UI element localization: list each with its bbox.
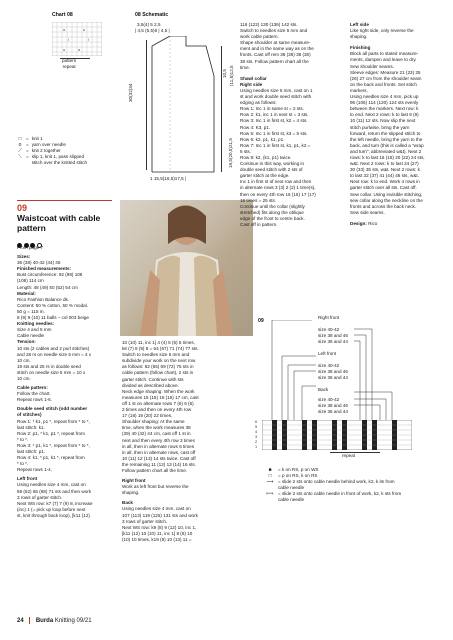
column-2 [122, 340, 232, 543]
left-side-text: Like right side, only reverse the shaping. [350, 28, 414, 40]
legend-yo-text: yarn over needle [31, 142, 66, 148]
schematic-bottom-dim: 1 15,5(16,5)17,5 | [150, 176, 187, 181]
needles-heading: Knitting needles: [17, 321, 55, 327]
chart09-row-numbers: 6 5 4 3 2 1 [255, 420, 258, 449]
cable-front-icon: ⟾ [266, 491, 274, 498]
yarn-over-icon: o [18, 142, 22, 149]
purl-rs-icon: □ [268, 473, 272, 480]
chart09-label: 09 [258, 318, 264, 324]
schematic-top-dims-2: | 4,5 (5,5)6 | 4,5 | [135, 28, 170, 33]
sizes-text: 36 (38) 40-42 (44) 46 [17, 260, 61, 266]
page-number: 24 [17, 618, 24, 625]
skp-icon: ⟍ [18, 154, 22, 161]
shawl-collar-heading: Shawl collar [240, 75, 267, 81]
left-front-heading: Left front [17, 476, 38, 482]
left-side-heading: Left side [350, 22, 369, 27]
legend08: □ = knit 1 o = yarn over needle ⟋ = knit 2 together ⟍ = slip 1, knit 1, pass slipped stitch over the knitted stitch [18, 136, 88, 166]
column-1 [17, 245, 117, 519]
svg-text:\: \ [88, 37, 90, 42]
measurements-heading: Finished measurements: [17, 266, 72, 272]
finishing-text: Block all parts to stated measure- ments, dampen and leave to dry. Sew shoulder seams. Sleeve edges: Measure 21 (23) 25 (26) 27 cm from the shoulder seam on the back and fronts. Set stitch markers. Using needles size 4 mm, pick up 96 (106) 114 (120) 124 sts evenly between the markers. Next row: k to end. Next 2 rows: k to last 8 (9) 10 (11) 12 sts. Now slip the next stitch purlwise, bring the yarn forward, return the slipped stitch to the left needle, bring the yarn to the back, and turn (this is called a "wrap and turn", abbreviated w&t). Next 2 rows: k to last 16 (18) 20 (22) 24 sts, w&t. Next 2 rows: k to last 24 (27) 30 (33) 35 sts, w&t. Next 2 rows: k to last 32 (37) 41 (44) 46 sts, w&t. Next row: k to end. Work 4 rows in garter stitch over all sts. Cast off. Sew collar. Using invisible stitching, sew collar along the neckline on the fronts and across the back neck. Sew side seams. [350, 51, 425, 215]
left-front-sizes: size 40-42 size 38 and 46 size 36 and 44 [318, 363, 348, 381]
knit-rs-icon: ■ [268, 467, 272, 473]
pattern-repeat-label: pattern repeat [62, 58, 77, 70]
k2tog-icon: ⟋ [18, 148, 22, 155]
waistcoat-photo [120, 200, 253, 336]
material-heading: Material: [17, 290, 36, 296]
legend-skp-text: slip 1, knit 1, pass slipped stitch over the knitted stitch [31, 154, 88, 166]
right-front-sizes: size 40-42 size 38 and 46 size 36 and 44 [318, 327, 348, 345]
right-side-text: Using needles size 5 mm, cast on 1 st and work double seed stitch with edging as follows: Row 1: Inc 1 in same st = 2 sts. Row 2: k1, inc 1 in next st = 3 sts. Row 3: Inc 1 in first st, k2 = 4 sts. Row 4: K3, p1. Row 5: Inc 1 in first st, k3 = 5 sts. Row 6: k2, p1, k1, p1. Row 7: Inc 1 in first st, k1, p1, k2 = 6 sts. Row 8: k2, (k1, p1) twice. Continue in this way, working in double seed stitch with 2 sts of garter stitch at the edge. Inc 1 in first st of next row and then in alternate rows 3 (3) 2 (2) 1 time(s), then on every 4th row 16 (16) 17 (17) 18 times = 25 sts. Continue until the collar (slightly stretched) fits along the oblique edge of the front to centre back. Cast off in pattern. [240, 87, 316, 227]
measurements-text: Bust circumference: 92 (98) 106 (108) 114 cm Length: 48 (49) 50 (52) 54 cm [17, 272, 83, 290]
back-label: Back [318, 387, 329, 392]
schematic-shape [150, 36, 218, 174]
right-front-heading: Right front [122, 478, 146, 484]
legend09-cable-front-text: = slide 2 sts onto cable needle in front of work, k2, k sts from cable needle [278, 491, 402, 503]
back-text: Using needles size 4 mm, cast on 107 (113) 119 (125) 131 sts and work 3 rows of garter stitch. Next WS row: k9 (8) 9 (12) 10, inc 1, [k11 (12) 10 (10) 11, inc 1] 8 (8) 10 (10) 10 times, k19 (9) 10 (13) 11 = [122, 506, 198, 542]
left-front-label: Left front [318, 351, 337, 356]
cable-back-icon: ⟿ [266, 479, 274, 486]
right-side-heading: Right side [240, 81, 263, 87]
design-label: Design: [350, 220, 369, 226]
schematic-left-dim: 30(32)34 [128, 83, 133, 102]
chart09-grid [262, 420, 412, 450]
chart09-repeat-label: repeat [342, 453, 356, 458]
back-cont-text: 116 (122) 130 (136) 142 sts. Switch to needles size 5 mm and work cable pattern. Shape shoulder at same measure- ment and in the same way as on the fronts. Cast off rem 36 (36) 38 (36) 38 sts. Follow pattern chart all the time. [240, 22, 314, 70]
schematic-right-dim-2: (11,5)12,5 [229, 65, 234, 86]
back-heading: Back [122, 500, 133, 506]
from-page: From page 7 [17, 245, 44, 250]
double-seed-heading: Double seed stitch (odd number of stitches) [17, 406, 88, 418]
needles-text: Size 4 and 5 mm Cable needle [17, 327, 52, 339]
brand-name: Burda [35, 618, 54, 625]
pattern-title: Waistcoat with cable pattern [17, 213, 101, 233]
svg-text:o: o [83, 27, 86, 32]
sizes-heading: Sizes: [17, 254, 31, 260]
chart08-title: Chart 08 [52, 12, 73, 18]
issue-label: Knitting 09/21 [54, 618, 92, 625]
left-front-cont-text: 10 (10) 11, inc 1] 4 (4) 5 (5) 5 times, k8 (7) 8 (9) 8 = 64 (67) 71 (74) 77 sts. Switch to needles size 5 mm and subdivide your work on the next row as follows: 62 (65) 69 (72) 75 sts in cable pattern (follow chart), 2 sts in garter stitch. Continue with sts divided as described above. Neck edge shaping: When the work measures 15 (15) 15 (16) 17 cm, cast off 1 st on alternate rows 7 (6) 6 (5) 2 times and then on every 4th row 17 (18) 19 (20) 22 times. Shoulder shaping: At the same time, when the work measures 38 (39) 40 (42) 44 cm, cast off 1 st in next and then every 4th row 3 times in all, then in alternate rows 6 times in all, then in alternate rows, cast off 10 (11) 12 (13) 14 sts twice. Cast off the remaining 11 (12) 13 (14) 16 sts. Follow pattern chart all the time. [122, 340, 199, 473]
svg-text:/: / [68, 37, 70, 42]
legend-knit-text: knit 1 [31, 136, 43, 141]
cable-pattern-text: Follow the chart. Repeat rows 1-6. [17, 391, 52, 403]
model-figure [120, 200, 253, 336]
knit-symbol-icon: □ [18, 136, 22, 142]
legend09-cable-back-text: = slide 2 sts onto cable needle behind work, k2, k its from cable needle [278, 479, 395, 491]
chart08-grid [52, 22, 102, 56]
designer-name: Rico [368, 220, 378, 226]
schematic-right-dim-1: 10,5 [222, 69, 227, 78]
finishing-heading: Finishing [350, 45, 371, 51]
svg-text:o: o [63, 27, 66, 32]
back-sizes: size 40-42 size 38 and 46 size 36 and 44 [318, 397, 348, 415]
column-4 [350, 22, 450, 227]
section-divider [17, 200, 112, 201]
tension-text: 10 sts (2 cables and 2 purl stitches) and 28 rs on needle size 5 mm = 4 x 10 cm. 19 sts and 25 rs in double seed stitch on needle size 5 mm = 10 x 10 cm. [17, 345, 92, 381]
footer [17, 617, 217, 624]
chart09-size-lines [262, 320, 412, 420]
schematic-right-dim-3: 19,5(20,5)21,5 [228, 138, 233, 168]
schematic-top-dims: 3,5(4) 5 2,5 [137, 22, 161, 27]
legend09-knit-text: = k on RS, p on WS [278, 467, 319, 472]
pattern-number: 09 [17, 203, 28, 213]
legend-k2tog-text: knit 2 together [31, 148, 61, 154]
cable-pattern-heading: Cable pattern: [17, 385, 48, 391]
right-front-text: Work as left front but reverse the shaping. [122, 484, 189, 496]
column-3 [240, 22, 350, 228]
left-front-text: Using needles size 4 mm, cast on 59 (62) 65 (68) 71 sts and then work 3 rows of garter stitch. Next WS row: k7 (7) 7 (9) 8, increase (inc) 1 (= pick up loop before next st, knit through back loop), [k11 (12) [17, 482, 93, 518]
legend09-purl-text: = p on RS, k on RS [278, 473, 318, 479]
svg-text:o: o [63, 47, 66, 52]
material-text: Rico Fashion Balance dk. Content: 50 % cotton, 50 % modal. 50 g = 115 m. 8 (9) 9 (10) 11 balls – col 003 beige [17, 296, 89, 321]
double-seed-text: Row 1: * k1, p1 *, repeat from * to *, last stitch: k1. Row 2: p1, * k1, p1 *, repeat from * to *. Row 3: * p1, k1 *, repeat from * to *, last stitch: p1. Row 4: k1, * p1, k1 *, repeat from * to *. Repeat rows 1-4. [17, 418, 90, 473]
right-front-label: Right front [318, 315, 340, 320]
svg-text:o: o [78, 47, 81, 52]
legend09 [262, 467, 447, 504]
schematic-title: 08 Schematic [135, 12, 169, 18]
tension-heading: Tension: [17, 339, 36, 345]
